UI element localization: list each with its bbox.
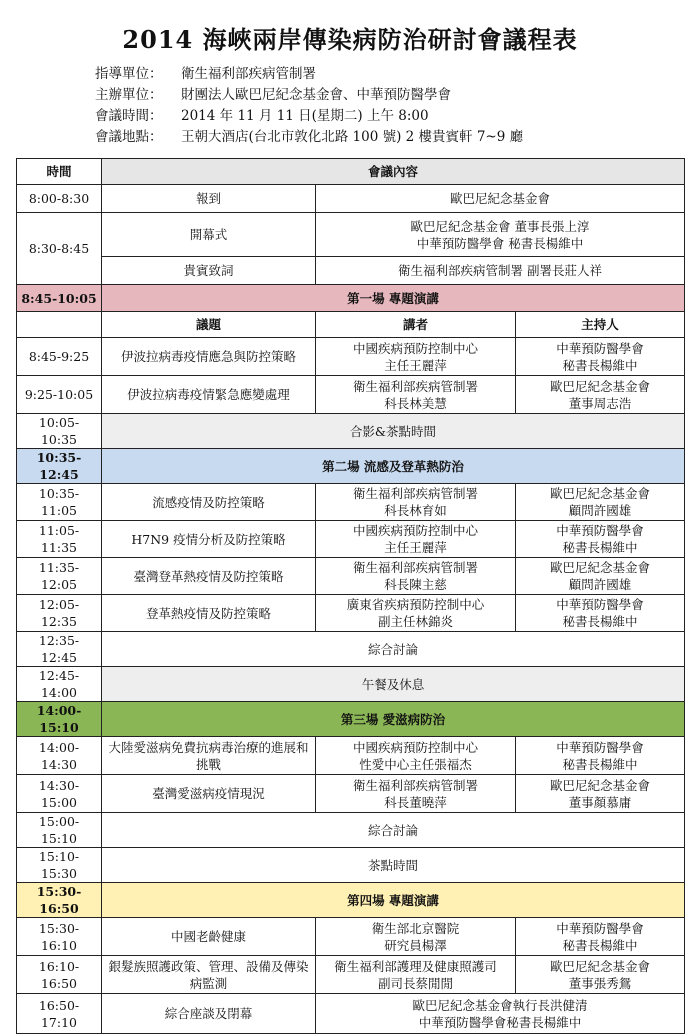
col-speaker: 講者 bbox=[316, 312, 516, 338]
host-name: 秘書長楊維中 bbox=[562, 357, 638, 373]
row-discussion: 綜合討論 bbox=[102, 632, 685, 667]
info-value: 2014 年 11 月 11 日(星期二) 上午 8:00 bbox=[181, 108, 429, 124]
table-row bbox=[17, 632, 685, 667]
closing-line: 中華預防醫學會秘書長楊維中 bbox=[418, 1014, 582, 1030]
row-host bbox=[516, 918, 685, 956]
row-time: 8:00-8:30 bbox=[17, 185, 102, 213]
row-time: 16:10-16:50 bbox=[17, 956, 102, 994]
session-title: 第四場 專題演講 bbox=[102, 883, 685, 918]
row-time: 11:05-11:35 bbox=[17, 521, 102, 558]
row-topic: 伊波拉病毒疫情緊急應變處理 bbox=[102, 376, 316, 414]
info-row-organizer bbox=[95, 85, 523, 106]
host-org: 歐巴尼紀念基金會 bbox=[549, 486, 650, 501]
row-time: 10:05-10:35 bbox=[17, 414, 102, 449]
info-label: 指導單位： bbox=[95, 66, 163, 82]
session-title: 第三場 愛滋病防治 bbox=[102, 702, 685, 737]
host-org: 歐巴尼紀念基金會 bbox=[549, 378, 650, 394]
table-row bbox=[17, 257, 685, 285]
table-row bbox=[17, 521, 685, 558]
session-time: 10:35-12:45 bbox=[17, 449, 102, 484]
host-name: 董事周志浩 bbox=[568, 395, 632, 411]
row-topic: 伊波拉病毒疫情應急與防控策略 bbox=[102, 338, 316, 376]
meeting-info bbox=[95, 64, 523, 148]
row-host bbox=[516, 595, 685, 632]
host-name: 秘書長楊維中 bbox=[562, 937, 638, 953]
table-row bbox=[17, 185, 685, 213]
row-topic: 大陸愛滋病免費抗病毒治療的進展和挑戰 bbox=[102, 737, 316, 775]
row-host bbox=[516, 376, 685, 414]
session-time: 14:00-15:10 bbox=[17, 702, 102, 737]
row-host bbox=[516, 338, 685, 376]
speaker-name: 副主任林錦炎 bbox=[377, 614, 453, 629]
row-host bbox=[516, 521, 685, 558]
table-row bbox=[17, 338, 685, 376]
row-topic: 臺灣登革熱疫情及防控策略 bbox=[102, 558, 316, 595]
row-time: 8:30-8:45 bbox=[17, 213, 102, 285]
row-time: 15:30-16:10 bbox=[17, 918, 102, 956]
speaker-name: 副司長蔡閒閒 bbox=[377, 975, 453, 991]
col-topic: 議題 bbox=[102, 312, 316, 338]
row-topic: 銀髮族照護政策、管理、設備及傳染病監測 bbox=[102, 956, 316, 994]
table-row bbox=[17, 775, 685, 813]
table-row bbox=[17, 376, 685, 414]
row-break: 合影&茶點時間 bbox=[102, 414, 685, 449]
row-time: 14:30-15:00 bbox=[17, 775, 102, 813]
info-label: 會議地點： bbox=[95, 129, 163, 145]
info-value: 衛生福利部疾病管制署 bbox=[181, 66, 316, 82]
row-time: 9:25-10:05 bbox=[17, 376, 102, 414]
row-topic: 流感疫情及防控策略 bbox=[102, 484, 316, 521]
host-org: 中華預防醫學會 bbox=[556, 739, 644, 755]
session-title: 第一場 專題演講 bbox=[102, 285, 685, 312]
row-item: 開幕式 bbox=[102, 213, 316, 257]
header-time: 時間 bbox=[17, 159, 102, 185]
row-host bbox=[516, 775, 685, 813]
speaker-name: 科長董曉萍 bbox=[384, 794, 447, 810]
host-org: 歐巴尼紀念基金會 bbox=[549, 777, 650, 793]
host-name: 顧問許國雄 bbox=[568, 503, 632, 518]
speaker-org: 衛生福利部護理及健康照護司 bbox=[334, 958, 497, 974]
session-4-header bbox=[17, 883, 685, 918]
info-value: 財團法人歐巴尼紀念基金會、中華預防醫學會 bbox=[181, 87, 451, 103]
row-host bbox=[516, 737, 685, 775]
row-speaker bbox=[316, 737, 516, 775]
speaker-org: 衛生福利部疾病管制署 bbox=[352, 560, 478, 575]
info-label: 會議時間： bbox=[95, 108, 163, 124]
row-time: 15:10-15:30 bbox=[17, 848, 102, 883]
row-topic: 綜合座談及閉幕 bbox=[102, 994, 316, 1034]
table-row bbox=[17, 484, 685, 521]
row-speaker bbox=[316, 775, 516, 813]
info-row-guidance bbox=[95, 64, 523, 85]
table-row bbox=[17, 414, 685, 449]
host-org: 中華預防醫學會 bbox=[556, 523, 644, 538]
row-topic: 臺灣愛滋病疫情現況 bbox=[102, 775, 316, 813]
session-3-header bbox=[17, 702, 685, 737]
speaker-org: 衛生部北京醫院 bbox=[371, 920, 460, 936]
org-line: 中華預防醫學會 秘書長楊維中 bbox=[416, 235, 584, 251]
row-time: 10:35-11:05 bbox=[17, 484, 102, 521]
session-time: 8:45-10:05 bbox=[17, 285, 102, 312]
col-host: 主持人 bbox=[516, 312, 685, 338]
session-2-header bbox=[17, 449, 685, 484]
table-row bbox=[17, 848, 685, 883]
row-speaker bbox=[316, 595, 516, 632]
table-row bbox=[17, 667, 685, 702]
column-header-row bbox=[17, 312, 685, 338]
row-time: 11:35-12:05 bbox=[17, 558, 102, 595]
speaker-org: 衛生福利部疾病管制署 bbox=[352, 378, 478, 394]
host-org: 中華預防醫學會 bbox=[556, 920, 644, 936]
org-line: 歐巴尼紀念基金會 董事長張上淳 bbox=[410, 218, 590, 234]
host-name: 秘書長楊維中 bbox=[562, 614, 638, 629]
session-1-header bbox=[17, 285, 685, 312]
speaker-org: 衛生福利部疾病管制署 bbox=[352, 777, 478, 793]
schedule-table bbox=[16, 158, 685, 1034]
speaker-name: 科長林美慧 bbox=[384, 395, 447, 411]
table-row bbox=[17, 213, 685, 257]
speaker-org: 廣東省疾病預防控制中心 bbox=[346, 597, 485, 612]
host-name: 董事顏慕庸 bbox=[568, 794, 632, 810]
host-name: 秘書長楊維中 bbox=[562, 540, 638, 555]
row-speaker bbox=[316, 484, 516, 521]
row-item: 報到 bbox=[102, 185, 316, 213]
row-host bbox=[516, 956, 685, 994]
row-time: 15:00-15:10 bbox=[17, 813, 102, 848]
speaker-org: 衛生福利部疾病管制署 bbox=[352, 486, 478, 501]
speaker-name: 性愛中心主任張福杰 bbox=[359, 756, 472, 772]
table-row bbox=[17, 813, 685, 848]
row-org: 歐巴尼紀念基金會 bbox=[316, 185, 685, 213]
row-closing bbox=[316, 994, 685, 1034]
host-name: 秘書長楊維中 bbox=[562, 756, 638, 772]
row-speaker bbox=[316, 956, 516, 994]
speaker-org: 中國疾病預防控制中心 bbox=[352, 739, 478, 755]
row-org bbox=[316, 213, 685, 257]
table-row bbox=[17, 956, 685, 994]
session-title: 第二場 流感及登革熱防治 bbox=[102, 449, 685, 484]
host-org: 中華預防醫學會 bbox=[556, 340, 644, 356]
table-row bbox=[17, 595, 685, 632]
speaker-org: 中國疾病預防控制中心 bbox=[352, 340, 478, 356]
row-time: 12:05-12:35 bbox=[17, 595, 102, 632]
row-org: 衛生福利部疾病管制署 副署長莊人祥 bbox=[316, 257, 685, 285]
table-row bbox=[17, 994, 685, 1034]
row-time: 12:35-12:45 bbox=[17, 632, 102, 667]
row-time: 14:00-14:30 bbox=[17, 737, 102, 775]
speaker-name: 主任王麗萍 bbox=[384, 357, 447, 373]
info-label: 主辦單位： bbox=[95, 87, 163, 103]
table-row bbox=[17, 918, 685, 956]
row-topic: 中國老齡健康 bbox=[102, 918, 316, 956]
row-host bbox=[516, 484, 685, 521]
row-speaker bbox=[316, 521, 516, 558]
row-speaker bbox=[316, 558, 516, 595]
row-tea: 茶點時間 bbox=[102, 848, 685, 883]
header-content: 會議內容 bbox=[102, 159, 685, 185]
closing-line: 歐巴尼紀念基金會執行長洪健清 bbox=[412, 997, 588, 1013]
row-host bbox=[516, 558, 685, 595]
row-item: 貴賓致詞 bbox=[102, 257, 316, 285]
speaker-name: 科長林育如 bbox=[384, 503, 447, 518]
speaker-org: 中國疾病預防控制中心 bbox=[352, 523, 478, 538]
row-time: 16:50-17:10 bbox=[17, 994, 102, 1034]
table-row bbox=[17, 737, 685, 775]
host-name: 董事張秀鴛 bbox=[568, 975, 632, 991]
table-header-row bbox=[17, 159, 685, 185]
row-lunch: 午餐及休息 bbox=[102, 667, 685, 702]
table-row bbox=[17, 558, 685, 595]
host-org: 歐巴尼紀念基金會 bbox=[549, 560, 650, 575]
row-time: 8:45-9:25 bbox=[17, 338, 102, 376]
row-topic: 登革熱疫情及防控策略 bbox=[102, 595, 316, 632]
row-speaker bbox=[316, 918, 516, 956]
host-org: 中華預防醫學會 bbox=[556, 597, 644, 612]
speaker-name: 科長陳主慈 bbox=[384, 577, 447, 592]
info-value: 王朝大酒店(台北市敦化北路 100 號) 2 樓貴賓軒 7~9 廳 bbox=[181, 129, 524, 145]
info-row-venue bbox=[95, 127, 523, 148]
row-time: 12:45-14:00 bbox=[17, 667, 102, 702]
session-time: 15:30-16:50 bbox=[17, 883, 102, 918]
speaker-name: 研究員楊澤 bbox=[384, 937, 447, 953]
host-name: 顧問許國雄 bbox=[568, 577, 632, 592]
page-title: 2014 海峽兩岸傳染病防治研討會議程表 bbox=[122, 25, 578, 54]
host-org: 歐巴尼紀念基金會 bbox=[549, 958, 650, 974]
row-speaker bbox=[316, 376, 516, 414]
speaker-name: 主任王麗萍 bbox=[384, 540, 447, 555]
row-topic: H7N9 疫情分析及防控策略 bbox=[102, 521, 316, 558]
row-speaker bbox=[316, 338, 516, 376]
info-row-time bbox=[95, 106, 523, 127]
row-discussion: 綜合討論 bbox=[102, 813, 685, 848]
